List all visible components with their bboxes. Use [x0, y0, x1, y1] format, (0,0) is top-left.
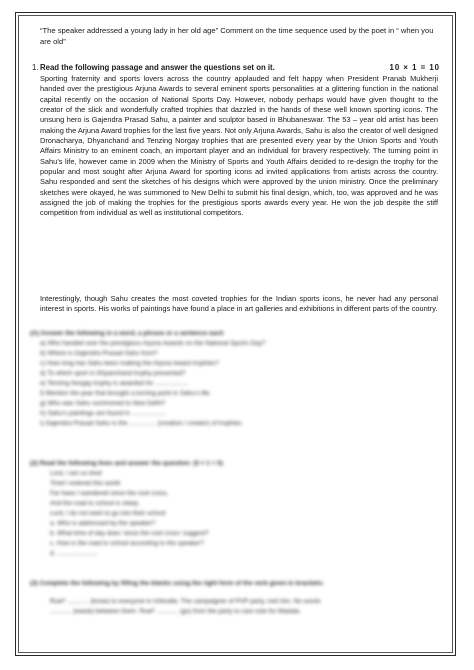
blurred-line: Lord, I do not want to go into their school [50, 510, 166, 517]
blurred-line: And the road to school is steep, [50, 500, 140, 507]
blurred-line: d. ....................... [50, 550, 98, 557]
blurred-line: b. What time of day does 'since the cool cross' suggest? [50, 530, 209, 537]
blurred-line: Far have I wandered since the cool cross, [50, 490, 169, 497]
blurred-line: a. Who is addressed by the speaker? [50, 520, 156, 527]
blurred-line: i) Gajendra Prasad Sahu is the ............... (creation / creator) of trophies. [40, 420, 244, 427]
blurred-line: b) Where is Gajendra Prasad Sahu from? [40, 350, 158, 357]
intro-question: “The speaker addressed a young lady in her old age” Comment on the time sequence used by the poet in “ when you are old” [40, 26, 434, 46]
blurred-line: g) Who was Sahu summoned to New Delhi? [40, 400, 166, 407]
section-1-marks: 10 × 1 = 10 [389, 63, 440, 72]
passage-paragraph-2: Interestingly, though Sahu creates the most coveted trophies for the Indian sports icons, he never had any personal interest in sports. His works of paintings have found a place in art galleries and exhibitions in different parts of the country. [40, 294, 438, 314]
blurred-line: (3) Complete the following by filling the blanks using the right form of the verb given in brackets: [30, 580, 324, 587]
blurred-line: d) To which sport is Dhyanchand trophy presented? [40, 370, 186, 377]
section-1-heading [32, 62, 440, 73]
blurred-line: (A) Answer the following in a word, a phrase or a sentence each [30, 330, 224, 337]
blurred-line: a) Who handed over the prestigious Arjuna Awards on the National Sports Day? [40, 340, 266, 347]
blurred-line: e) Tenzing Norgay trophy is awarded for ................... [40, 380, 189, 387]
blurred-line: Ruel* ............ (know) to everyone in Ichkodla. The campaigner of PVP party, met him. No words [50, 598, 321, 605]
section-1-title: Read the following passage and answer the questions set on it. [40, 63, 275, 72]
blurred-line: h) Sahu’s paintings are found in ................... [40, 410, 166, 417]
blurred-line: f) Mention the year that brought a turning point in Sahu’s life. [40, 390, 212, 397]
blurred-line: ............ (waste) between them. Ruel* ............ (go) from the party to cast vote for Madala. [50, 608, 301, 615]
blurred-line: Lord, I am so tired [50, 470, 102, 477]
blurred-line: c. How is the road to school according to the speaker? [50, 540, 204, 547]
passage-paragraph-1: Sporting fraternity and sports lovers across the country applauded and felt happy when President Pranab Mukherji handed over the prestigious Arjuna Awards to several eminent sports personalities at a glittering function in the national capital recently on the occasion of National Sports Day. However, nobody perhaps would have given thought to the creator of the slick and wonderfully crafted trophies that dazzled in the hands of these well known sporting icons. The unsung hero is Gajendra Prasad Sahu, a painter and sculptor based in Bhubaneswar. The 53 – year old artist has been making the Arjuna Award trophies for the last five years. Not only Arjuna Awards, Sahu is also the creator of well designed Dronacharya, Dhyanchand and Tenzing Norgay trophies that are presented every year by the Union Sports and Youth Affairs Ministry to an eminent coach, an important player and an individual for bravery respectively. The turning point in Sahu’s life, however came in 2009 when the Ministry of Sports and Youth Affairs decided to re-design the trophy for the popular and most sought after Arjuna Award for sporting icons ad invited applications from artists across the country. Sahu responded and sent the sketches of his designs which were approved by the union ministry. Once the preliminary sketches were okayed, he was summoned to New Delhi to submit his final design, which, too, was approved and he was assigned the job of making the trophies for the prestigious sports awards every year. He won the job despite the stiff competition from individual as well as institutional competitors. [40, 74, 438, 218]
blurred-questions-section [30, 330, 445, 650]
blurred-line: c) How long has Sahu been making the Arjuna Award trophies? [40, 360, 219, 367]
blurred-line: (2) Read the following lines and answer the question: (5 × 1 = 5) [30, 460, 223, 467]
blurred-line: Tired I entered this world [50, 480, 121, 487]
section-1-number: 1. [32, 63, 39, 72]
